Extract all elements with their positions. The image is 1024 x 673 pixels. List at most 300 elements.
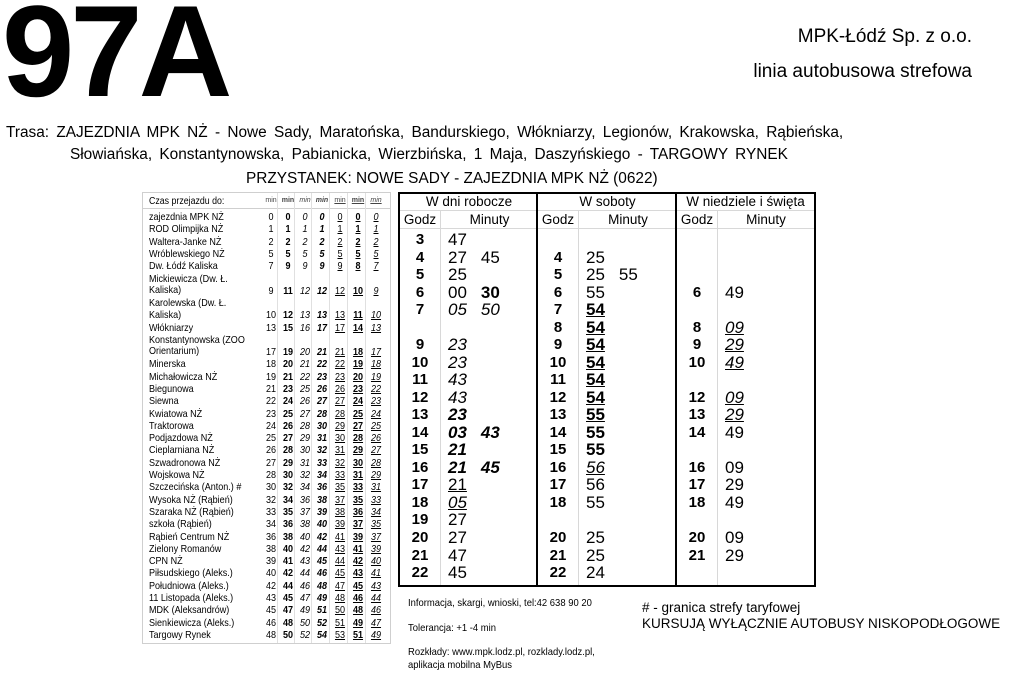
departure-minutes — [725, 424, 758, 441]
departure-minute: 43 — [448, 370, 467, 390]
travel-time-value: 21 — [316, 345, 328, 358]
stop-name: Waltera-Janke NŻ — [149, 235, 222, 248]
stop-name: Piłsudskiego (Aleks.) — [149, 567, 233, 580]
travel-time-value: 30 — [282, 469, 294, 481]
travel-time-value: 47 — [299, 592, 311, 604]
travel-time-value: 48 — [316, 579, 328, 592]
stop-name: Dw. Łódź Kaliska — [149, 260, 218, 273]
travel-time-value: 10 — [370, 309, 382, 321]
departure-minute: 55 — [586, 405, 605, 425]
departure-minutes — [725, 459, 758, 476]
travel-time-value: 24 — [370, 407, 382, 420]
departure-hour: 5 — [553, 266, 563, 284]
travel-time-value: 41 — [352, 542, 364, 555]
travel-time-value: 31 — [316, 432, 328, 445]
departure-minutes — [448, 231, 481, 248]
travel-time-value: 32 — [316, 444, 328, 457]
travel-time-value: 30 — [334, 432, 346, 445]
travel-time-value: 22 — [316, 358, 328, 371]
stop-name: Południowa (Aleks.) — [149, 579, 229, 592]
stop-name: Rąbień Centrum NŻ — [149, 530, 230, 543]
travel-time-value: 5 — [373, 247, 379, 260]
travel-time-value: 33 — [265, 505, 277, 518]
travel-time-value: 26 — [299, 395, 311, 408]
travel-time-value: 29 — [352, 444, 364, 457]
travel-times-table — [142, 192, 391, 644]
departure-minutes — [586, 354, 619, 371]
departure-hour: 20 — [549, 529, 567, 546]
travel-time-value: 41 — [282, 555, 294, 568]
travel-time-value: 26 — [282, 419, 294, 432]
departure-minutes — [725, 336, 758, 353]
departure-minutes — [586, 301, 619, 318]
travel-time-value: 5 — [319, 247, 325, 260]
departure-minute: 56 — [586, 457, 605, 477]
travel-time-value: 37 — [352, 518, 364, 531]
travel-time-value: 17 — [265, 345, 277, 358]
travel-time-value: 35 — [352, 493, 364, 506]
header-divider — [400, 228, 538, 229]
travel-time-value: 36 — [299, 493, 311, 506]
travel-time-value: 14 — [352, 321, 364, 334]
travel-time-value: 38 — [265, 542, 277, 555]
travel-time-value: 44 — [370, 592, 382, 604]
travel-time-value: 37 — [370, 530, 382, 543]
travel-time-value: 11 — [353, 309, 363, 321]
travel-time-value: 24 — [265, 419, 277, 432]
stop-name: Targowy Rynek — [149, 628, 211, 641]
departure-hour: 8 — [692, 318, 702, 336]
departure-minutes — [448, 529, 481, 546]
departure-minutes — [725, 529, 758, 546]
stop-name: Biegunowa — [149, 382, 194, 395]
departure-hour: 10 — [688, 353, 706, 371]
departure-hour: 17 — [549, 476, 567, 494]
departure-hour: 12 — [411, 388, 429, 406]
travel-time-value: 2 — [302, 235, 308, 248]
departure-minute: 21 — [448, 475, 467, 495]
departure-minute: 09 — [725, 457, 744, 477]
departure-hour: 18 — [688, 493, 706, 511]
departure-hour: 9 — [415, 336, 425, 354]
departure-hour: 21 — [411, 546, 429, 564]
travel-time-value: 28 — [282, 444, 294, 457]
departure-minutes — [448, 511, 481, 528]
travel-time-value: 34 — [370, 505, 382, 518]
departure-hour: 9 — [692, 336, 702, 354]
travel-time-value: 31 — [334, 444, 346, 457]
travel-time-value: 8 — [355, 260, 361, 273]
header-divider — [538, 228, 677, 229]
travel-time-value: 22 — [265, 395, 277, 408]
stop-name: Konstantynowska (ZOO Orientarium) — [149, 333, 245, 358]
departure-hour: 3 — [415, 231, 425, 248]
departure-minutes — [586, 319, 619, 336]
travel-time-value: 36 — [316, 481, 328, 494]
stop-name: Szwadronowa NŻ — [149, 456, 221, 469]
travel-time-value: 44 — [334, 555, 346, 568]
travel-time-value: 12 — [299, 284, 311, 297]
travel-time-value: 40 — [370, 555, 382, 568]
departure-minute: 55 — [586, 440, 605, 460]
minutes-column-header: Minuty — [746, 212, 786, 227]
departure-minutes — [448, 424, 514, 441]
departure-minutes — [448, 406, 481, 423]
departure-minute: 54 — [586, 335, 605, 355]
travel-time-value: 22 — [334, 358, 346, 371]
travel-time-value: 42 — [352, 555, 364, 568]
departure-minute: 55 — [618, 265, 638, 285]
departure-minute: 55 — [586, 422, 605, 442]
travel-time-value: 2 — [285, 235, 291, 248]
travel-time-value: 28 — [316, 407, 328, 420]
departure-minutes — [448, 389, 481, 406]
column-header-min: min — [351, 197, 365, 204]
travel-time-value: 27 — [334, 395, 346, 408]
travel-time-value: 31 — [370, 481, 382, 494]
departure-minutes — [448, 371, 481, 388]
travel-time-value: 38 — [316, 493, 328, 506]
departure-hour: 9 — [553, 336, 563, 354]
departure-hour: 10 — [549, 353, 567, 371]
travel-time-value: 36 — [265, 530, 277, 543]
departure-minutes — [448, 494, 481, 511]
travel-time-value: 48 — [265, 628, 277, 641]
departure-minute: 54 — [586, 300, 605, 320]
travel-time-value: 19 — [265, 370, 277, 383]
travel-time-value: 20 — [299, 345, 311, 358]
travel-time-value: 0 — [302, 211, 308, 223]
departure-hour: 4 — [415, 248, 425, 266]
stop-name: CPN NŻ — [149, 555, 183, 568]
travel-time-value: 28 — [352, 432, 364, 445]
departure-minutes — [448, 284, 514, 301]
travel-time-value: 51 — [334, 616, 346, 629]
travel-time-value: 39 — [265, 555, 277, 568]
timetable-section-weekdays — [400, 194, 538, 585]
stop-name: Włókniarzy — [149, 321, 194, 334]
stop-name: Sienkiewicza (Aleks.) — [149, 616, 235, 629]
departure-hour: 14 — [688, 423, 706, 441]
travel-time-value: 2 — [373, 235, 379, 248]
travel-time-value: 2 — [268, 235, 274, 248]
travel-time-value: 17 — [316, 321, 328, 334]
travel-time-value: 31 — [352, 469, 364, 481]
travel-time-value: 19 — [370, 370, 382, 383]
departure-hour: 18 — [411, 493, 429, 511]
departure-minute: 25 — [586, 265, 605, 285]
company-name: MPK-Łódź Sp. z o.o. — [797, 26, 972, 47]
departure-minutes — [448, 354, 481, 371]
stop-name: ROD Olimpijka NŻ — [149, 223, 224, 236]
departure-minutes — [448, 547, 481, 564]
departure-minutes — [725, 284, 758, 301]
travel-time-value: 49 — [299, 604, 311, 617]
departure-hour: 22 — [549, 564, 567, 582]
departure-minutes — [586, 406, 619, 423]
travel-time-value: 32 — [282, 481, 294, 494]
travel-time-value: 17 — [334, 321, 346, 334]
travel-time-value: 21 — [299, 358, 311, 371]
travel-time-value: 32 — [299, 469, 311, 481]
departure-minute: 54 — [586, 370, 605, 390]
travel-time-value: 1 — [355, 223, 361, 236]
departure-minute: 29 — [725, 475, 744, 495]
travel-time-value: 12 — [316, 284, 328, 297]
travel-time-value: 5 — [285, 247, 291, 260]
departure-hour: 15 — [411, 441, 429, 459]
travel-times-label: Czas przejazdu do: — [149, 196, 225, 207]
travel-time-value: 27 — [265, 456, 277, 469]
travel-time-value: 40 — [299, 530, 311, 543]
travel-time-value: 23 — [316, 370, 328, 383]
departure-minute: 00 — [448, 282, 467, 302]
travel-time-value: 45 — [352, 579, 364, 592]
travel-time-value: 0 — [319, 211, 325, 223]
departure-hour: 13 — [688, 406, 706, 424]
stop-row — [143, 274, 390, 299]
travel-time-value: 7 — [268, 260, 274, 273]
departure-minute: 03 — [448, 422, 467, 442]
column-header-min: min — [370, 197, 382, 204]
travel-time-value: 9 — [268, 284, 274, 297]
travel-time-value: 25 — [265, 432, 277, 445]
travel-time-value: 22 — [370, 382, 382, 395]
travel-time-value: 34 — [299, 481, 311, 494]
departure-hour: 6 — [415, 283, 425, 301]
travel-time-value: 47 — [282, 604, 294, 617]
departure-minute: 25 — [586, 247, 605, 267]
stop-name: szkoła (Rąbień) — [149, 518, 212, 531]
travel-time-value: 21 — [265, 382, 277, 395]
departure-minute: 54 — [586, 352, 605, 372]
travel-time-value: 26 — [370, 432, 382, 445]
departure-hour: 16 — [411, 458, 429, 476]
tolerance-note: Tolerancja: +1 -4 min — [408, 622, 496, 634]
departure-minute: 21 — [448, 457, 467, 477]
travel-time-value: 26 — [265, 444, 277, 457]
travel-time-value: 5 — [268, 247, 274, 260]
travel-time-value: 33 — [370, 493, 382, 506]
departure-minute: 55 — [586, 492, 605, 512]
departure-minute: 50 — [480, 300, 500, 320]
departure-minute: 25 — [448, 265, 467, 285]
departure-minutes — [586, 424, 619, 441]
travel-time-value: 49 — [316, 592, 328, 604]
travel-time-value: 26 — [316, 382, 328, 395]
travel-time-value: 9 — [319, 260, 325, 273]
section-title: W dni robocze — [400, 194, 538, 211]
travel-time-value: 12 — [334, 284, 346, 297]
stop-row — [143, 630, 390, 642]
travel-time-value: 22 — [299, 370, 311, 383]
departure-minute: 49 — [725, 422, 744, 442]
travel-time-value: 27 — [299, 407, 311, 420]
travel-time-value: 40 — [265, 567, 277, 580]
schedules-note-line-1: Rozkłady: www.mpk.lodz.pl, rozklady.lodz.pl, — [408, 646, 595, 658]
departure-hour: 21 — [688, 546, 706, 564]
departure-minute: 21 — [448, 440, 467, 460]
departure-hour: 13 — [549, 406, 567, 424]
travel-time-value: 23 — [370, 395, 382, 408]
travel-time-value: 24 — [352, 395, 364, 408]
travel-time-value: 39 — [352, 530, 364, 543]
travel-time-value: 25 — [282, 407, 294, 420]
travel-time-value: 7 — [373, 260, 379, 273]
travel-time-value: 52 — [299, 628, 311, 641]
travel-time-value: 44 — [299, 567, 311, 580]
departure-hour: 12 — [688, 388, 706, 406]
travel-time-value: 9 — [285, 260, 291, 273]
travel-time-value: 0 — [268, 211, 274, 223]
travel-time-value: 43 — [299, 555, 311, 568]
travel-time-value: 39 — [316, 505, 328, 518]
travel-time-value: 5 — [337, 247, 343, 260]
travel-time-value: 12 — [282, 309, 294, 321]
zone-boundary-note: # - granica strefy taryfowej — [642, 600, 801, 615]
column-header-min: min — [281, 197, 295, 204]
departure-hour: 14 — [411, 423, 429, 441]
departure-minute: 09 — [725, 387, 744, 407]
stop-row — [143, 298, 390, 323]
travel-time-value: 45 — [265, 604, 277, 617]
travel-time-value: 30 — [265, 481, 277, 494]
departure-minutes — [448, 336, 481, 353]
departure-minute: 25 — [586, 528, 605, 547]
departure-timetable — [398, 192, 816, 587]
travel-time-value: 37 — [334, 493, 346, 506]
stop-name: Wróblewskiego NŻ — [149, 247, 225, 260]
travel-time-value: 28 — [265, 469, 277, 481]
travel-time-value: 50 — [299, 616, 311, 629]
travel-time-value: 28 — [334, 407, 346, 420]
hour-column-header: Godz — [403, 212, 437, 227]
travel-time-value: 39 — [334, 518, 346, 531]
travel-time-value: 2 — [319, 235, 325, 248]
hour-column-divider — [440, 211, 441, 585]
departure-hour: 16 — [549, 458, 567, 476]
section-divider — [536, 194, 538, 585]
travel-time-value: 5 — [355, 247, 361, 260]
travel-time-value: 0 — [373, 211, 379, 223]
departure-hour: 22 — [411, 564, 429, 582]
stop-name: Zielony Romanów — [149, 542, 222, 555]
travel-time-value: 23 — [334, 370, 346, 383]
schedules-note — [408, 646, 595, 672]
departure-hour: 16 — [688, 458, 706, 476]
departure-minutes — [448, 459, 514, 476]
travel-time-value: 36 — [352, 505, 364, 518]
minutes-column-header: Minuty — [608, 212, 648, 227]
departure-minute: 29 — [725, 405, 744, 425]
departure-hour: 17 — [411, 476, 429, 494]
travel-time-value: 13 — [334, 309, 346, 321]
travel-time-value: 34 — [316, 469, 328, 481]
departure-minutes — [725, 389, 758, 406]
travel-time-value: 0 — [355, 211, 361, 223]
departure-minutes — [725, 476, 758, 493]
departure-minutes — [725, 547, 758, 564]
travel-time-value: 30 — [316, 419, 328, 432]
travel-time-value: 29 — [282, 456, 294, 469]
travel-time-value: 35 — [334, 481, 346, 494]
travel-time-value: 46 — [370, 604, 382, 617]
travel-time-value: 18 — [352, 345, 364, 358]
stop-name: MDK (Aleksandrów) — [149, 604, 230, 617]
departure-hour: 15 — [549, 441, 567, 459]
hour-column-header: Godz — [680, 212, 714, 227]
departure-minutes — [586, 266, 652, 283]
travel-time-value: 29 — [370, 469, 382, 481]
travel-time-value: 18 — [265, 358, 277, 371]
travel-time-value: 45 — [334, 567, 346, 580]
travel-time-value: 25 — [370, 419, 382, 432]
departure-minute: 49 — [725, 352, 744, 372]
departure-minute: 47 — [448, 545, 467, 565]
departure-minute: 45 — [480, 247, 500, 267]
departure-minute: 43 — [448, 387, 467, 407]
departure-minutes — [586, 494, 619, 511]
departure-minute: 24 — [586, 563, 605, 583]
hour-column-divider — [578, 211, 579, 585]
travel-time-value: 33 — [352, 481, 364, 494]
travel-time-value: 28 — [370, 456, 382, 469]
departure-minute: 47 — [448, 230, 467, 249]
travel-time-value: 2 — [337, 235, 343, 248]
travel-time-value: 5 — [302, 247, 308, 260]
stop-name: Cieplarniana NŻ — [149, 444, 215, 457]
departure-hour: 21 — [549, 546, 567, 564]
travel-time-value: 31 — [299, 456, 311, 469]
stop-row — [143, 335, 390, 360]
line-type: linia autobusowa strefowa — [753, 61, 972, 82]
departure-minutes — [448, 476, 481, 493]
travel-time-value: 27 — [316, 395, 328, 408]
travel-time-value: 42 — [282, 567, 294, 580]
travel-time-value: 36 — [282, 518, 294, 531]
travel-time-value: 35 — [370, 518, 382, 531]
travel-time-value: 1 — [302, 223, 308, 236]
travel-time-value: 2 — [355, 235, 361, 248]
departure-minutes — [448, 249, 514, 266]
travel-time-value: 41 — [334, 530, 346, 543]
travel-time-value: 50 — [282, 628, 294, 641]
travel-time-value: 26 — [334, 382, 346, 395]
departure-hour: 17 — [688, 476, 706, 494]
departure-hour: 13 — [411, 406, 429, 424]
schedules-note-line-2: aplikacja mobilna MyBus — [408, 659, 513, 671]
travel-time-value: 39 — [370, 542, 382, 555]
departure-hour: 4 — [553, 248, 563, 266]
travel-time-value: 11 — [283, 284, 293, 297]
travel-time-value: 48 — [282, 616, 294, 629]
departure-hour: 6 — [553, 283, 563, 301]
departure-hour: 6 — [692, 283, 702, 301]
travel-time-value: 30 — [352, 456, 364, 469]
departure-hour: 5 — [415, 266, 425, 284]
departure-hour: 10 — [411, 353, 429, 371]
departure-hour: 12 — [549, 388, 567, 406]
travel-time-value: 20 — [352, 370, 364, 383]
section-title: W soboty — [538, 194, 677, 211]
departure-minutes — [725, 354, 758, 371]
departure-minutes — [725, 494, 758, 511]
stop-name: 11 Listopada (Aleks.) — [149, 592, 234, 604]
departure-hour: 8 — [553, 318, 563, 336]
travel-time-value: 10 — [265, 309, 277, 321]
departure-minute: 25 — [586, 545, 605, 565]
travel-time-value: 38 — [282, 530, 294, 543]
